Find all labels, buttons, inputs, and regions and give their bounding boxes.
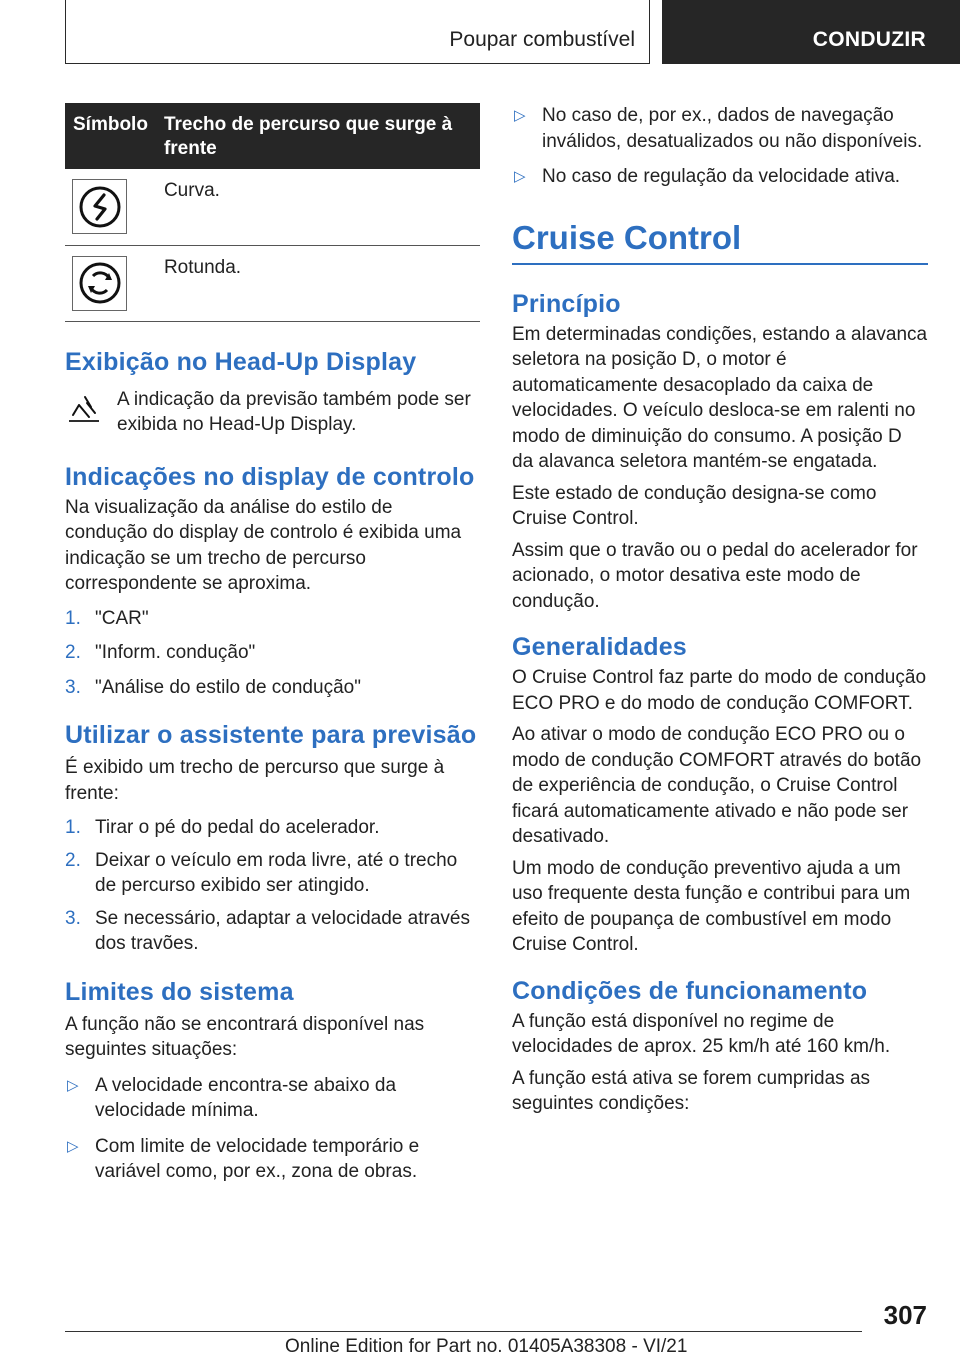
hud-note-text: A indicação da previsão também pode ser exibida no Head-Up Display. (117, 388, 471, 435)
list-item: 2. "Inform. condução" (65, 642, 256, 663)
general-paragraph-1: O Cruise Control faz parte do modo de condução ECO PRO e do modo de condução COMFORT. (512, 667, 927, 714)
table-row (65, 169, 480, 245)
list-item: ▷ No caso de regulação da velocidade ativa. (512, 164, 928, 190)
conditions-paragraph-1: A função está disponível no regime de velocidades de aprox. 25 km/h até 160 km/h. (512, 1010, 891, 1057)
heading-limits: Limites do sistema (65, 977, 294, 1006)
heading-general: Generalidades (512, 633, 687, 661)
principle-paragraph-1: Em determinadas condições, estando a alavanca seletora na posição D, o motor é automaticamente desacoplado da caixa de velocidades. O veículo desloca-se em ralenti no modo de diminuição do consumo. A posição D da alavanca seletora mantém-se engatada. (512, 323, 928, 472)
footer-edition: Online Edition for Part no. 01405A38308 - VI/21 (285, 1336, 688, 1357)
section-title: Poupar combustível (449, 28, 635, 51)
bullet-triangle-icon: ▷ (67, 1076, 79, 1094)
list-item: 2. Deixar o veículo em roda livre, até o trecho de percurso exibido ser atingido. (65, 849, 458, 896)
roundabout-icon (72, 256, 127, 311)
heading-use-assistant: Utilizar o assistente para previsão (65, 721, 477, 749)
symbol-cell (65, 245, 156, 321)
left-column (65, 103, 480, 1185)
list-item: 3. "Análise do estilo de condução" (65, 676, 361, 698)
page-number: 307 (883, 1300, 927, 1330)
list-item: ▷ A velocidade encontra-se abaixo da velocidade mínima. (67, 1074, 397, 1121)
heading-conditions: Condições de funcionamento (512, 976, 868, 1005)
cruise-heading-block (512, 218, 928, 265)
use-paragraph: É exibido um trecho de percurso que surge à frente: (65, 757, 445, 804)
heading-principle: Princípio (512, 289, 621, 318)
heading-cruise-control: Cruise Control (512, 218, 742, 256)
heading-hud: Exibição no Head-Up Display (65, 347, 417, 376)
symbol-description: Curva. (156, 169, 480, 245)
bullet-triangle-icon: ▷ (67, 1137, 79, 1155)
system-limits-continued (512, 103, 928, 190)
limits-paragraph: A função não se encontrará disponível nas seguintes situações: (65, 1013, 425, 1060)
principle-paragraph-2: Este estado de condução designa-se como Cruise Control. (512, 482, 877, 529)
note-icon (65, 391, 103, 429)
general-paragraph-2: Ao ativar o modo de condução ECO PRO ou o modo de condução COMFORT através do botão de experiência de condução, o Cruise Control ficará automaticamente ativado e não pode ser desativado. (512, 724, 922, 847)
symbol-description: Rotunda. (156, 245, 480, 321)
bullet-triangle-icon: ▷ (514, 168, 526, 185)
heading-display: Indicações no display de controlo (65, 462, 475, 491)
table-row (65, 245, 480, 321)
display-steps (65, 606, 480, 701)
list-item: ▷ Com limite de velocidade temporário e variável como, por ex., zona de obras. (67, 1135, 420, 1182)
table-header-description: Trecho de percurso que surge à frente (156, 103, 480, 169)
limits-list (65, 1073, 480, 1185)
table-header-symbol: Símbolo (65, 103, 156, 169)
list-item: 3. Se necessário, adaptar a velocidade através dos travões. (65, 907, 470, 954)
symbol-cell (65, 169, 156, 245)
header-section-box (65, 0, 650, 64)
list-item: ▷ No caso de, por ex., dados de navegação inválidos, desatualizados ou não disponíveis. (514, 105, 923, 152)
use-steps (65, 815, 480, 957)
hud-note (65, 387, 480, 438)
symbol-table (65, 103, 480, 322)
curve-icon (72, 179, 127, 234)
list-item: 1. "CAR" (65, 607, 149, 629)
bullet-triangle-icon: ▷ (514, 107, 526, 124)
list-item: 1. Tirar o pé do pedal do acelerador. (65, 817, 380, 838)
chapter-tab[interactable]: CONDUZIR (662, 0, 960, 64)
right-column (512, 103, 928, 1117)
table-header-row (65, 103, 480, 169)
principle-paragraph-3: Assim que o travão ou o pedal do acelerador for acionado, o motor desativa este modo de condução. (512, 539, 918, 612)
conditions-paragraph-2: A função está ativa se forem cumpridas as seguintes condições: (512, 1067, 871, 1114)
general-paragraph-3: Um modo de condução preventivo ajuda a um uso frequente desta função e contribui para um efeito de poupança de combustível em modo Cruise Control. (512, 857, 911, 955)
footer-divider (65, 1331, 862, 1332)
display-paragraph: Na visualização da análise do estilo de condução do display de controlo é exibida uma indicação se um trecho de percurso correspondente se aproxima. (65, 496, 462, 594)
